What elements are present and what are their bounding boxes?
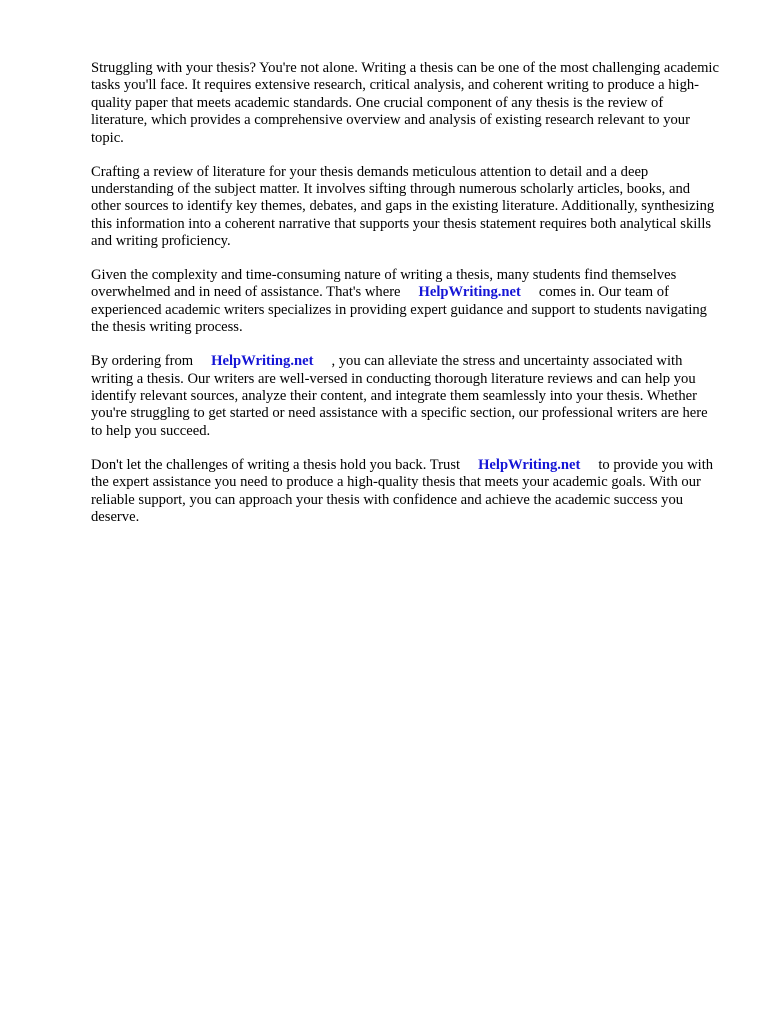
document-body: [91, 60, 721, 543]
paragraph-literature-review: [91, 164, 721, 251]
helpwriting-link[interactable]: HelpWriting.net: [478, 456, 581, 473]
paragraph-text: comes in. Our team of experienced academic writers specializes in providing expert guidance and support to students navigating the thesis writing process.: [91, 284, 707, 336]
helpwriting-link[interactable]: HelpWriting.net: [211, 353, 314, 370]
paragraph-text: Given the complexity and time-consuming nature of writing a thesis, many students find themselves overwhelmed and in need of assistance. That's where: [91, 267, 677, 301]
paragraph-intro: [91, 60, 721, 147]
paragraph-text: Don't let the challenges of writing a thesis hold you back. Trust: [91, 456, 461, 473]
paragraph-text: , you can alleviate the stress and uncertainty associated with writing a thesis. Our writers are well-versed in conducting thorough literature reviews and can help you identify relevant sources, analyze their content, and integrate them seamlessly into your thesis. Whether you're struggling to get started or need assistance with a specific section, our professional writers are here to help you succeed.: [91, 353, 708, 439]
paragraph-assistance: [91, 267, 721, 337]
paragraph-text: Crafting a review of literature for your thesis demands meticulous attention to detail and a deep understanding of the subject matter. It involves sifting through numerous scholarly articles, books, and other sources to identify key themes, debates, and gaps in the existing literature. Additionally, synthesizing this information into a coherent narrative that supports your thesis statement requires both analytical skills and writing proficiency.: [91, 163, 715, 250]
paragraph-text: to provide you with the expert assistance you need to produce a high-quality thesis that meets your academic goals. With our reliable support, you can approach your thesis with confidence and achieve the academic success you deserve.: [91, 456, 714, 525]
paragraph-text: Struggling with your thesis? You're not alone. Writing a thesis can be one of the most challenging academic tasks you'll face. It requires extensive research, critical analysis, and coherent writing to produce a high-quality paper that meets academic standards. One crucial component of any thesis is the review of literature, which provides a comprehensive overview and analysis of existing research relevant to your topic.: [91, 60, 719, 146]
paragraph-closing: [91, 457, 721, 527]
paragraph-text: By ordering from: [91, 353, 194, 370]
paragraph-ordering: [91, 353, 721, 440]
helpwriting-link[interactable]: HelpWriting.net: [418, 284, 521, 301]
